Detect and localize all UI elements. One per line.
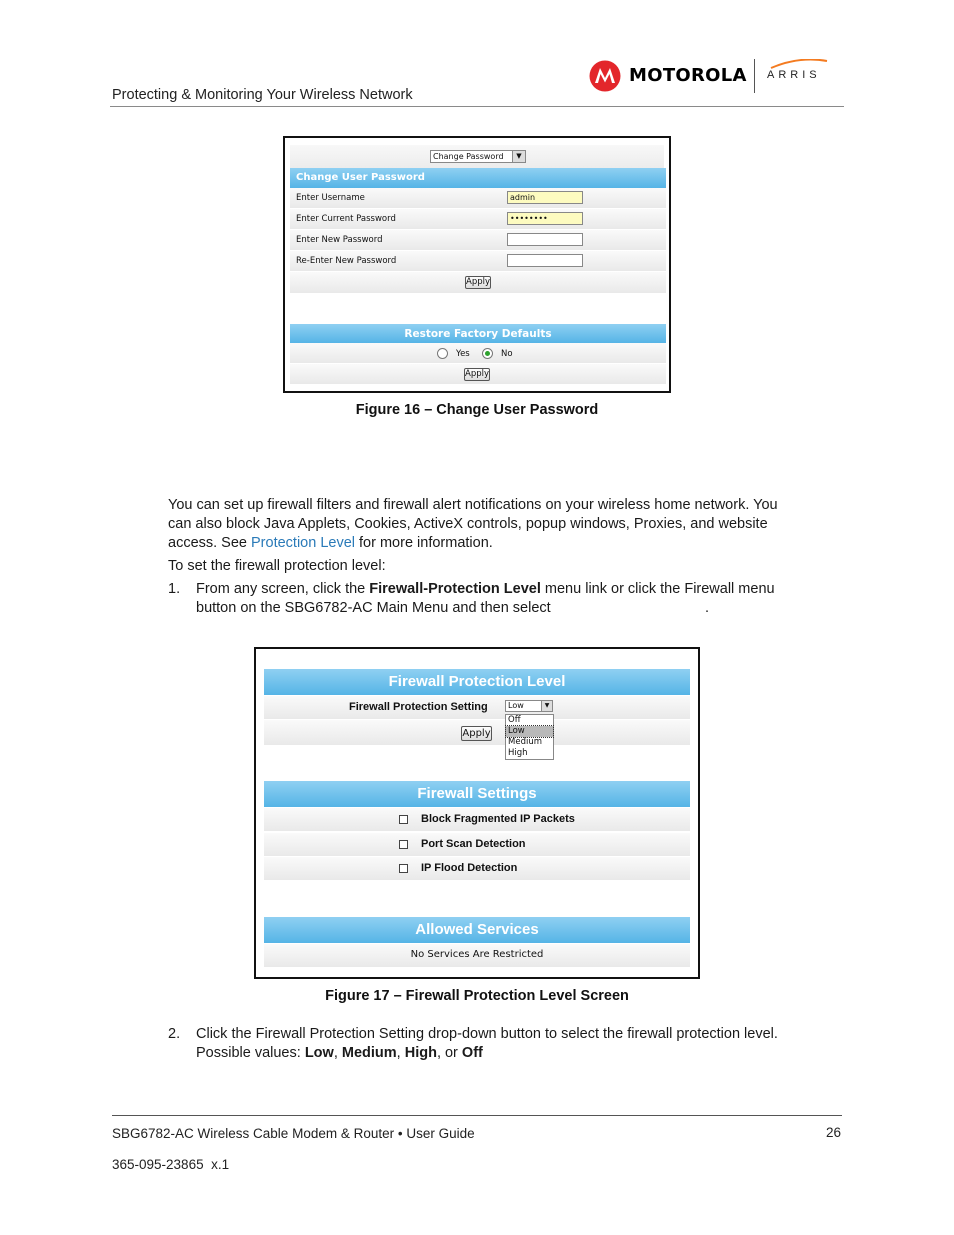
restore-yes-radio[interactable] <box>437 348 448 359</box>
intro-line-3-post: for more information. <box>355 535 493 551</box>
reenter-password-label: Re-Enter New Password <box>296 256 397 266</box>
header-rule <box>110 106 844 107</box>
protection-setting-value: Low <box>508 701 524 710</box>
protection-apply-row <box>264 720 690 746</box>
option-high[interactable]: High <box>508 748 528 758</box>
step-1-text <box>196 580 846 618</box>
step-1-end: . <box>705 600 710 616</box>
step-2-text <box>196 1025 846 1063</box>
dropdown-row <box>290 145 664 169</box>
sep-1: , <box>333 1045 338 1061</box>
figure-16-caption: Figure 16 – Change User Password <box>355 402 599 418</box>
step-1-line-2 <box>196 599 846 618</box>
current-password-row <box>290 209 666 230</box>
check-row-fragmented <box>264 808 690 832</box>
step-1-post: menu link or click the Firewall menu <box>540 581 775 597</box>
username-input[interactable]: admin <box>507 191 583 204</box>
step-1-bold: Firewall-Protection Level <box>369 581 541 597</box>
step-2-number: 2. <box>168 1026 181 1042</box>
value-medium: Medium <box>341 1045 397 1061</box>
step-1-pre: From any screen, click the <box>196 581 370 597</box>
new-password-row <box>290 230 666 251</box>
restore-no-radio[interactable] <box>482 348 493 359</box>
arris-swoosh-icon <box>769 59 829 69</box>
restore-radio-row <box>290 343 666 364</box>
firewall-settings-header <box>264 781 690 807</box>
firewall-settings-title: Firewall Settings <box>417 785 537 802</box>
spacer-area <box>290 294 666 324</box>
procedure-intro: To set the firewall protection level: <box>168 558 386 574</box>
step-2-line-2 <box>196 1044 846 1063</box>
brand-logo <box>589 59 829 95</box>
intro-line-3-pre: access. See <box>168 535 252 551</box>
allowed-services-title: Allowed Services <box>415 921 539 938</box>
check-row-portscan <box>264 833 690 857</box>
sep-3: , or <box>436 1045 458 1061</box>
change-password-title: Change User Password <box>296 172 425 183</box>
protection-level-link[interactable]: Protection Level <box>251 535 355 551</box>
restore-apply-row <box>290 364 666 385</box>
block-fragmented-checkbox[interactable] <box>399 815 408 824</box>
password-action-select[interactable] <box>430 150 526 163</box>
ip-flood-label: IP Flood Detection <box>421 862 518 874</box>
option-off[interactable]: Off <box>508 715 521 725</box>
current-password-label: Enter Current Password <box>296 214 396 224</box>
username-label: Enter Username <box>296 193 365 203</box>
page-number: 26 <box>826 1125 842 1140</box>
new-password-input[interactable] <box>507 233 583 246</box>
option-low[interactable]: Low <box>506 726 553 737</box>
value-off: Off <box>461 1045 483 1061</box>
value-high: High <box>404 1045 437 1061</box>
apply-button[interactable]: Apply <box>466 277 490 287</box>
step-1-line-2-text: button on the SBG6782-AC Main Menu and then select <box>196 600 551 616</box>
restore-defaults-title: Restore Factory Defaults <box>404 328 552 340</box>
step-2-line-1: Click the Firewall Protection Setting drop-down button to select the firewall protection level. <box>196 1026 778 1042</box>
change-password-header <box>290 168 666 188</box>
new-password-label: Enter New Password <box>296 235 383 245</box>
protection-options-list <box>505 714 554 760</box>
services-text: No Services Are Restricted <box>410 949 544 960</box>
restore-apply-button[interactable]: Apply <box>465 369 489 379</box>
port-scan-label: Port Scan Detection <box>421 838 526 850</box>
running-header: Protecting & Monitoring Your Wireless Network <box>112 87 413 103</box>
allowed-services-header <box>264 917 690 943</box>
password-action-value: Change Password <box>433 152 504 161</box>
step-1-number: 1. <box>168 581 181 597</box>
block-fragmented-label: Block Fragmented IP Packets <box>421 813 575 825</box>
reenter-password-row <box>290 251 666 272</box>
check-row-flood <box>264 857 690 881</box>
figure-16-screenshot <box>283 136 671 393</box>
logo-motorola-text: MOTOROLA <box>629 65 747 86</box>
doc-number: 365-095-23865 x.1 <box>112 1157 230 1172</box>
port-scan-checkbox[interactable] <box>399 840 408 849</box>
protection-setting-label: Firewall Protection Setting <box>349 701 488 713</box>
logo-separator <box>754 59 755 93</box>
restore-no-label: No <box>501 349 513 359</box>
username-row <box>290 188 666 209</box>
protection-level-header <box>264 669 690 695</box>
reenter-password-input[interactable] <box>507 254 583 267</box>
apply-row <box>290 272 666 294</box>
figure-17-screenshot <box>254 647 700 979</box>
protection-setting-select[interactable] <box>505 700 553 712</box>
logo-arris-text: ARRIS <box>767 69 821 81</box>
footer-product: SBG6782-AC Wireless Cable Modem & Router • User Guide <box>112 1126 475 1141</box>
protection-apply-button[interactable]: Apply <box>462 728 491 739</box>
protection-level-title: Firewall Protection Level <box>388 673 566 690</box>
footer-rule <box>112 1115 842 1116</box>
step-1-line-1 <box>196 580 846 599</box>
intro-line-3 <box>168 534 848 553</box>
chevron-down-icon: ▼ <box>541 701 552 711</box>
sep-2: , <box>396 1045 401 1061</box>
ip-flood-checkbox[interactable] <box>399 864 408 873</box>
intro-line-1: You can set up firewall filters and firewall alert notifications on your wireless home network. You <box>168 497 778 513</box>
intro-paragraph <box>168 496 848 553</box>
restore-yes-label: Yes <box>456 349 470 359</box>
motorola-batwing-icon <box>589 60 621 92</box>
figure-17-caption: Figure 17 – Firewall Protection Level Screen <box>325 988 629 1004</box>
option-medium[interactable]: Medium <box>508 737 542 747</box>
intro-line-2: can also block Java Applets, Cookies, ActiveX controls, popup windows, Proxies, and website <box>168 516 768 532</box>
restore-defaults-header <box>290 324 666 343</box>
current-password-input[interactable]: •••••••• <box>507 212 583 225</box>
step-2-pre: Possible values: <box>196 1045 305 1061</box>
protection-setting-row <box>264 696 690 720</box>
chevron-down-icon: ▼ <box>512 151 525 162</box>
value-low: Low <box>304 1045 334 1061</box>
services-row <box>264 944 690 968</box>
